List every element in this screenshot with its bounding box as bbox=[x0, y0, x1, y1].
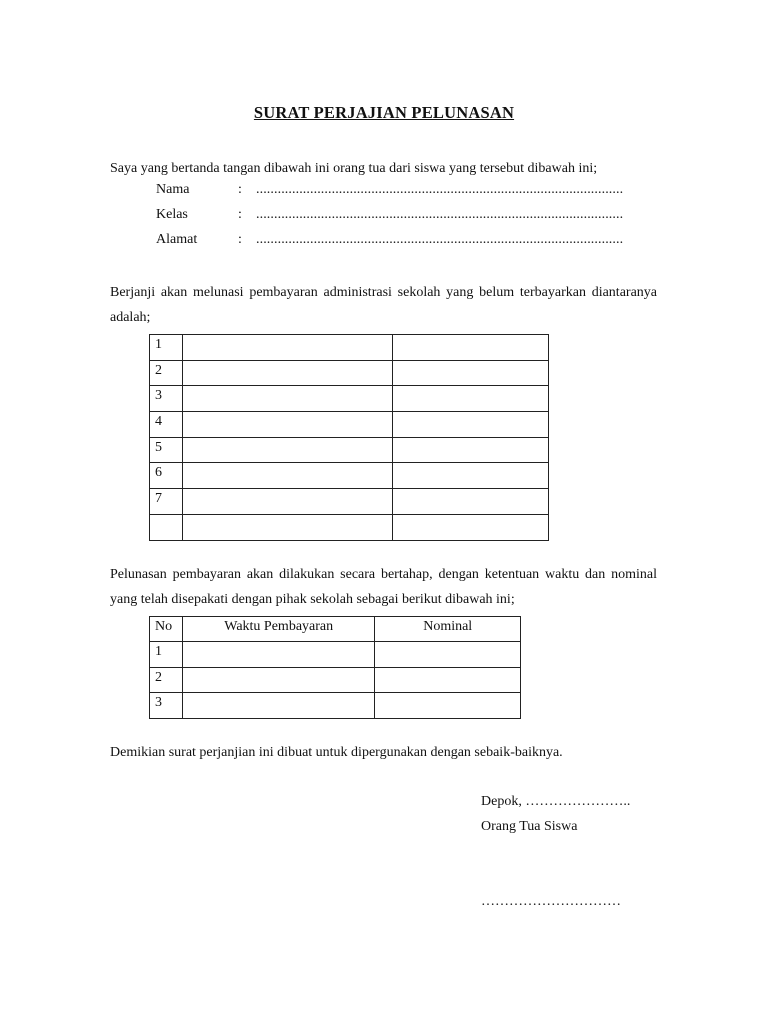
table-cell bbox=[182, 360, 392, 386]
intro-paragraph: Saya yang bertanda tangan dibawah ini orang tua dari siswa yang tersebut dibawah ini; bbox=[110, 161, 598, 176]
table-cell: 4 bbox=[150, 412, 183, 438]
field-colon: : bbox=[238, 207, 242, 222]
table-row bbox=[150, 386, 549, 412]
header-nominal: Nominal bbox=[375, 617, 521, 642]
closing-paragraph: Demikian surat perjanjian ini dibuat untuk dipergunakan dengan sebaik-baiknya. bbox=[110, 745, 563, 760]
table-cell bbox=[182, 667, 374, 693]
table-cell bbox=[393, 514, 549, 540]
header-waktu: Waktu Pembayaran bbox=[182, 617, 374, 642]
table-cell bbox=[182, 437, 392, 463]
table-row bbox=[150, 489, 549, 515]
installment-paragraph: Pelunasan pembayaran akan dilakukan secara bertahap, dengan ketentuan waktu dan nominal yang telah disepakati dengan pihak sekolah sebagai berikut dibawah ini; bbox=[110, 567, 657, 607]
table-cell bbox=[393, 489, 549, 515]
table-cell bbox=[393, 463, 549, 489]
table-cell bbox=[182, 335, 392, 361]
signature-name-line: ………………………… bbox=[481, 894, 621, 909]
table-cell bbox=[393, 386, 549, 412]
table-cell: 7 bbox=[150, 489, 183, 515]
table-cell: 6 bbox=[150, 463, 183, 489]
header-no: No bbox=[150, 617, 183, 642]
table-cell bbox=[182, 463, 392, 489]
table-cell bbox=[393, 360, 549, 386]
table-cell: 1 bbox=[150, 335, 183, 361]
table-cell: 2 bbox=[150, 667, 183, 693]
table-cell bbox=[393, 335, 549, 361]
field-colon: : bbox=[238, 232, 242, 247]
field-label: Nama bbox=[156, 182, 190, 197]
table-cell bbox=[393, 412, 549, 438]
debt-table bbox=[149, 334, 549, 541]
field-label: Alamat bbox=[156, 232, 198, 247]
signature-role: Orang Tua Siswa bbox=[481, 819, 578, 834]
promise-paragraph: Berjanji akan melunasi pembayaran administrasi sekolah yang belum terbayarkan diantaranya adalah; bbox=[110, 285, 657, 325]
payment-table-header bbox=[150, 617, 521, 642]
field-dots: ...................................................................................................... bbox=[256, 182, 624, 197]
field-colon: : bbox=[238, 182, 242, 197]
table-row bbox=[150, 667, 521, 693]
payment-table bbox=[149, 616, 521, 719]
table-cell bbox=[182, 386, 392, 412]
table-row bbox=[150, 437, 549, 463]
table-cell bbox=[182, 514, 392, 540]
table-cell: 2 bbox=[150, 360, 183, 386]
table-row bbox=[150, 360, 549, 386]
table-cell: 5 bbox=[150, 437, 183, 463]
field-row-alamat bbox=[156, 232, 658, 252]
field-row-nama bbox=[156, 182, 658, 202]
table-cell bbox=[375, 667, 521, 693]
table-row bbox=[150, 335, 549, 361]
table-cell: 3 bbox=[150, 693, 183, 719]
table-row bbox=[150, 642, 521, 668]
table-cell bbox=[182, 489, 392, 515]
table-row bbox=[150, 514, 549, 540]
table-cell: 3 bbox=[150, 386, 183, 412]
table-row bbox=[150, 693, 521, 719]
table-cell bbox=[150, 514, 183, 540]
table-cell bbox=[182, 693, 374, 719]
field-dots: ...................................................................................................... bbox=[256, 207, 624, 222]
table-row bbox=[150, 412, 549, 438]
table-cell bbox=[182, 412, 392, 438]
field-dots: ...................................................................................................... bbox=[256, 232, 624, 247]
field-row-kelas bbox=[156, 207, 658, 227]
table-cell bbox=[393, 437, 549, 463]
document-title: SURAT PERJAJIAN PELUNASAN bbox=[253, 103, 515, 122]
field-label: Kelas bbox=[156, 207, 188, 222]
table-cell bbox=[375, 693, 521, 719]
table-cell bbox=[182, 642, 374, 668]
table-row bbox=[150, 463, 549, 489]
table-cell: 1 bbox=[150, 642, 183, 668]
signature-place-date: Depok, ………………….. bbox=[481, 794, 631, 809]
table-cell bbox=[375, 642, 521, 668]
